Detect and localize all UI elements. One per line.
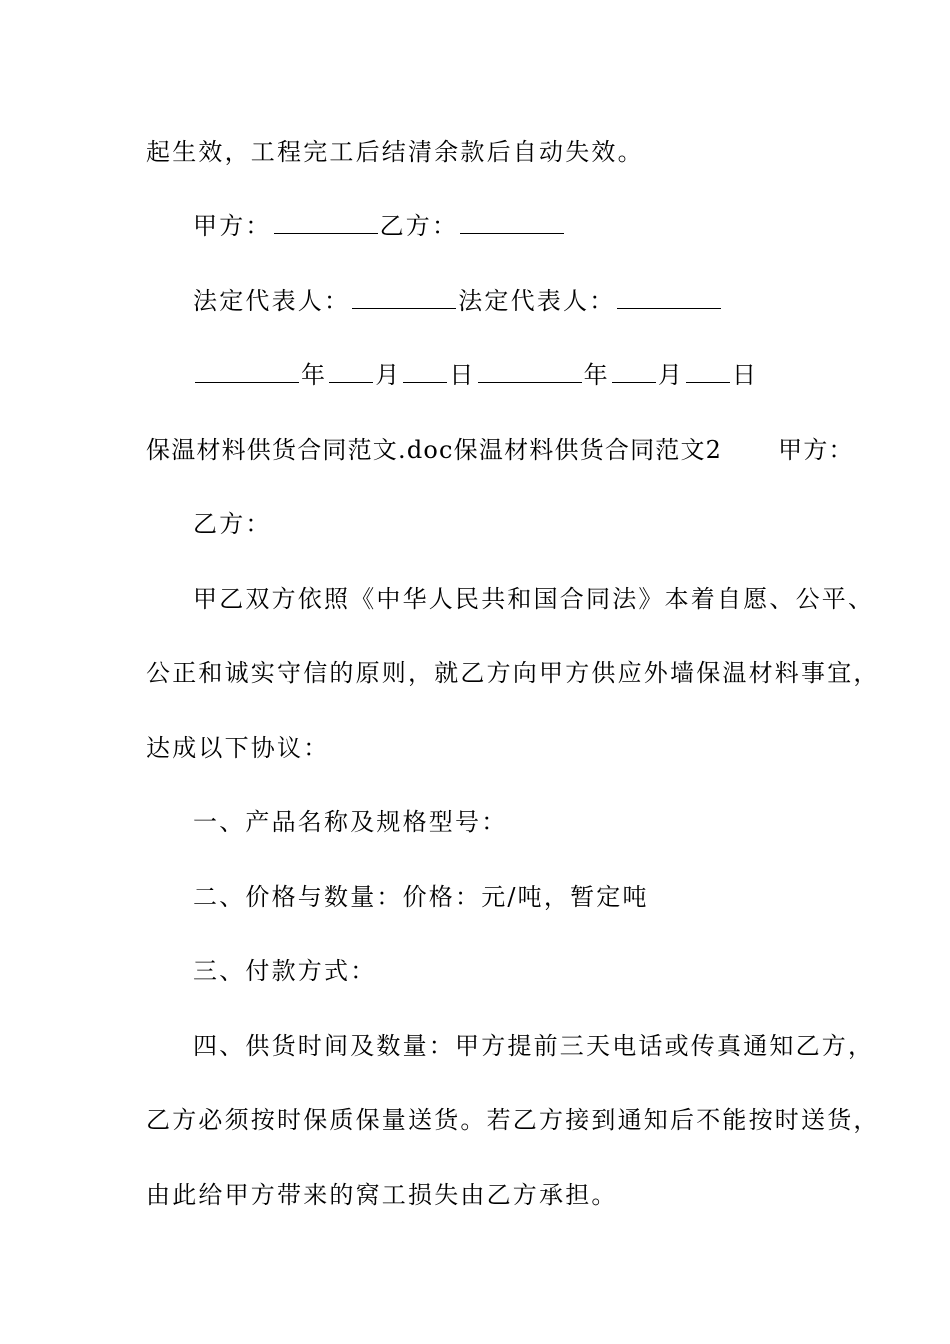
party-a-label: 甲方： bbox=[193, 212, 272, 240]
text-continuation: 起生效，工程完工后结清余款后自动失效。 bbox=[146, 138, 644, 166]
month-b-label: 月 bbox=[657, 361, 685, 389]
clause-line bbox=[146, 1104, 880, 1136]
date-line bbox=[193, 359, 883, 391]
day-b-label: 日 bbox=[732, 361, 759, 389]
day-a-blank bbox=[403, 360, 447, 383]
clause-4-text-2: 乙方必须按时保质保量送货。若乙方接到通知后不能按时送货， bbox=[146, 1106, 880, 1134]
year-a-label: 年 bbox=[301, 361, 328, 389]
party-b-heading-line bbox=[193, 508, 883, 540]
month-a-blank bbox=[329, 360, 373, 383]
party-b-label: 乙方： bbox=[379, 212, 459, 240]
title-line bbox=[146, 434, 854, 466]
clause-3: 三、付款方式： bbox=[193, 957, 377, 985]
clause-line bbox=[193, 955, 883, 987]
month-b-blank bbox=[612, 360, 656, 383]
paragraph-line bbox=[193, 583, 883, 615]
year-b-label: 年 bbox=[583, 361, 610, 389]
legal-rep-b-label: 法定代表人： bbox=[458, 287, 616, 315]
party-b-blank bbox=[460, 211, 564, 234]
clause-line bbox=[146, 1179, 836, 1211]
party-b-heading: 乙方： bbox=[193, 510, 272, 538]
clause-4-text-1: 四、供货时间及数量：甲方提前三天电话或传真通知乙方， bbox=[193, 1032, 875, 1060]
paragraph-line bbox=[146, 732, 836, 764]
intro-text-2: 公正和诚实守信的原则，就乙方向甲方供应外墙保温材料事宜， bbox=[146, 659, 880, 687]
year-a-blank bbox=[195, 360, 299, 383]
legal-rep-b-blank bbox=[617, 286, 721, 309]
party-a-blank bbox=[274, 211, 378, 234]
month-a-label: 月 bbox=[375, 361, 402, 389]
paragraph-line bbox=[146, 657, 880, 689]
legal-rep-a-label: 法定代表人： bbox=[193, 287, 351, 315]
clause-1: 一、产品名称及规格型号： bbox=[193, 808, 508, 836]
year-b-blank bbox=[478, 360, 582, 383]
signature-party-line bbox=[193, 210, 883, 242]
document-title: 保温材料供货合同范文.doc保温材料供货合同范文2 bbox=[146, 436, 723, 464]
clause-2: 二、价格与数量：价格：元/吨，暂定吨 bbox=[193, 883, 649, 911]
day-a-label: 日 bbox=[449, 361, 476, 389]
legal-rep-a-blank bbox=[352, 286, 456, 309]
clause-4-text-3: 由此给甲方带来的窝工损失由乙方承担。 bbox=[146, 1181, 618, 1209]
clause-line bbox=[193, 806, 883, 838]
text-line bbox=[146, 136, 836, 168]
clause-line bbox=[193, 881, 883, 913]
party-a-heading: 甲方： bbox=[778, 436, 854, 464]
intro-text-1: 甲乙双方依照《中华人民共和国合同法》本着自愿、公平、 bbox=[193, 585, 875, 613]
intro-text-3: 达成以下协议： bbox=[146, 734, 330, 762]
legal-rep-line bbox=[193, 285, 883, 317]
day-b-blank bbox=[686, 360, 730, 383]
clause-line bbox=[193, 1030, 883, 1062]
